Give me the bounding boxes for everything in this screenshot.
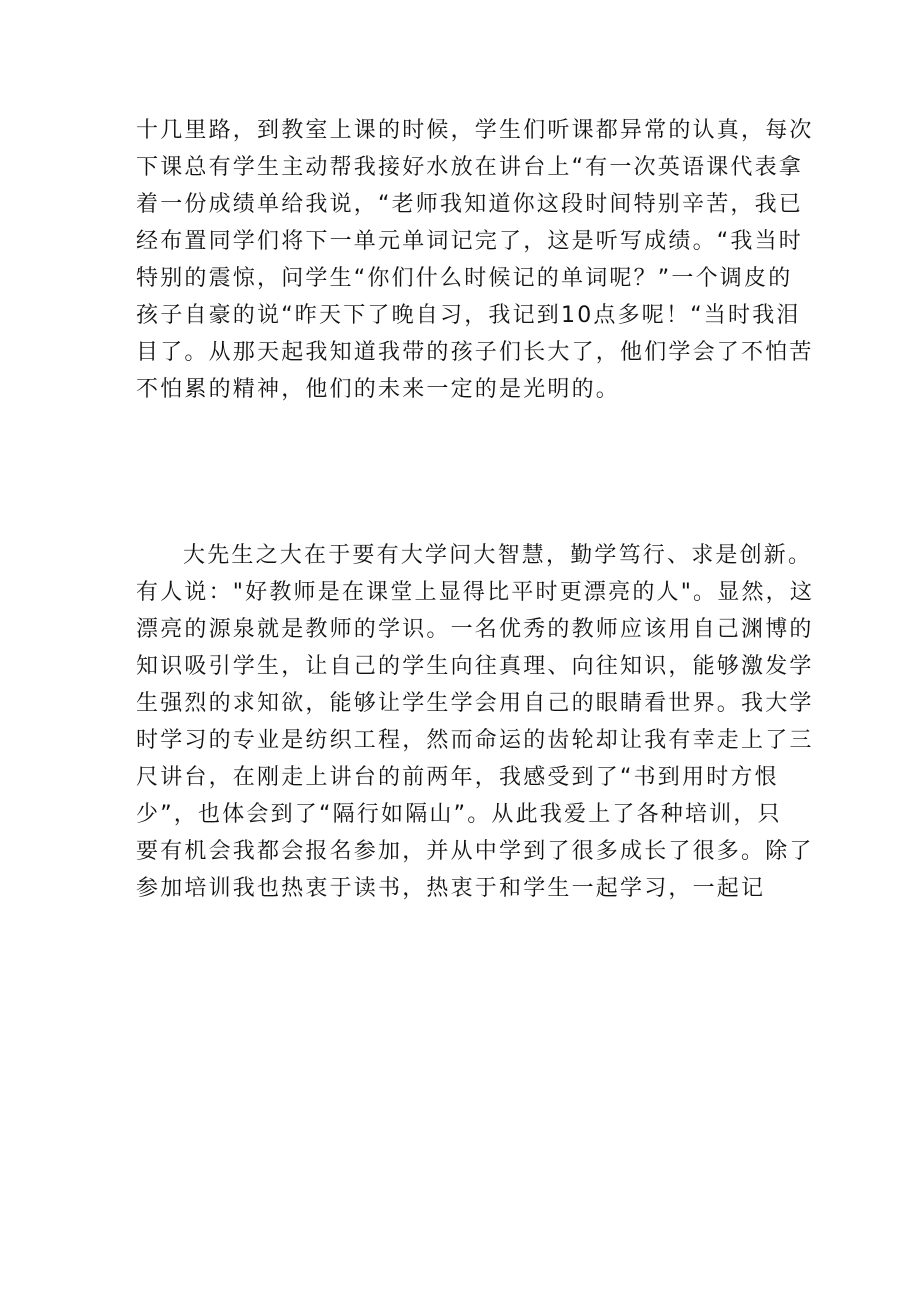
text-line: 要有机会我都会报名参加，并从中学到了很多成长了很多。除了 [136, 839, 814, 864]
text-line: 知识吸引学生，让自己的学生向往真理、向往知识，能够激发学 [136, 654, 814, 679]
text-line: 着一份成绩单给我说，“老师我知道你这段时间特别辛苦，我已 [136, 192, 803, 217]
text-line: 目了。从那天起我知道我带的孩子们长大了，他们学会了不怕苦 [136, 340, 814, 365]
text-line: 参加培训我也热衷于读书，热衷于和学生一起学习，一起记 [136, 876, 766, 901]
text-line: 尺讲台，在刚走上讲台的前两年，我感受到了“书到用时方恨 [136, 765, 779, 790]
text-line: 时学习的专业是纺织工程，然而命运的齿轮却让我有幸走上了三 [136, 728, 814, 753]
text-line: 有人说："好教师是在课堂上显得比平时更漂亮的人"。显然，这 [136, 580, 815, 605]
text-line: 生强烈的求知欲，能够让学生学会用自己的眼睛看世界。我大学 [136, 691, 814, 716]
text-line: 经布置同学们将下一单元单词记完了，这是听写成绩。“我当时 [136, 229, 803, 254]
text-line: 漂亮的源泉就是教师的学识。一名优秀的教师应该用自己渊博的 [136, 617, 814, 642]
text-line: 少”，也体会到了“隔行如隔山”。从此我爱上了各种培训，只 [136, 802, 782, 827]
text-line: 不怕累的精神，他们的未来一定的是光明的。 [136, 377, 621, 402]
text-line: 孩子自豪的说“昨天下了晚自习，我记到10点多呢！“当时我泪 [136, 303, 801, 328]
text-line: 十几里路，到教室上课的时候，学生们听课都异常的认真，每次 [136, 118, 814, 143]
text-line: 大先生之大在于要有大学问大智慧，勤学笃行、求是创新。 [183, 543, 813, 568]
text-line: 下课总有学生主动帮我接好水放在讲台上“有一次英语课代表拿 [136, 155, 803, 180]
text-line: 特别的震惊，问学生“你们什么时候记的单词呢？”一个调皮的 [136, 266, 793, 291]
